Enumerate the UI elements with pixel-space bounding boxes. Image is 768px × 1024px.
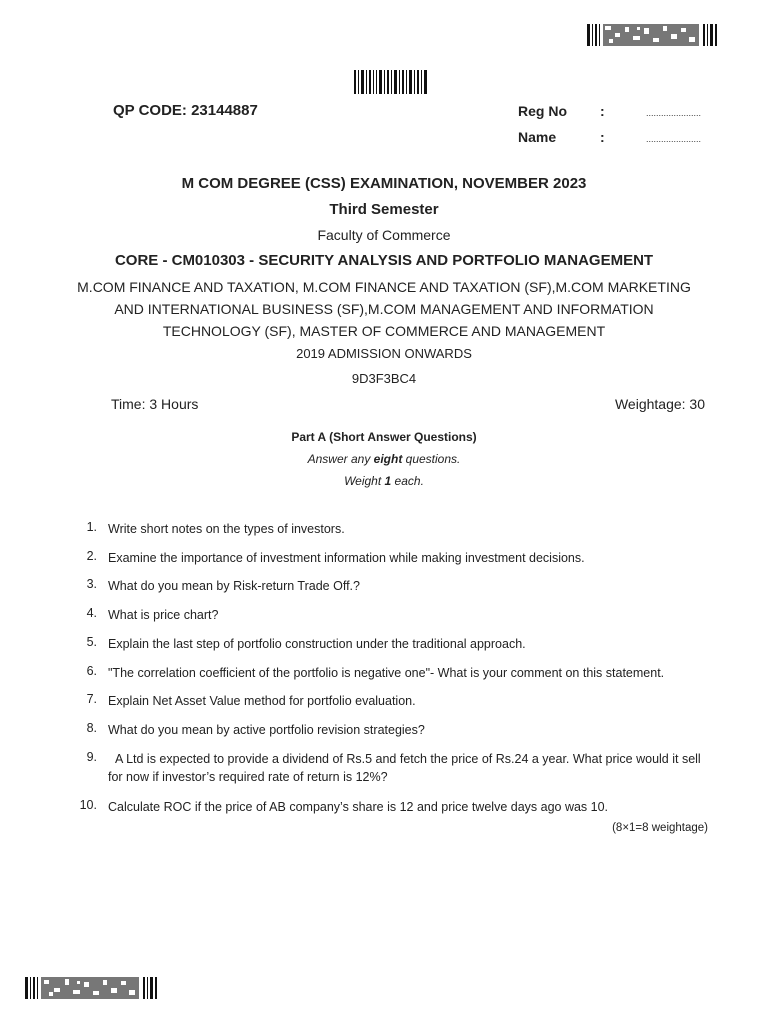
question-number: 5.: [86, 635, 97, 649]
faculty: Faculty of Commerce: [317, 227, 451, 243]
reg-no-label: Reg No: [518, 103, 567, 119]
semester: Third Semester: [329, 201, 439, 218]
reg-no-field[interactable]: ......................: [646, 108, 702, 118]
question-number: 4.: [86, 606, 97, 620]
question-number: 10.: [79, 798, 97, 812]
name-colon: :: [600, 129, 605, 145]
instruction-answer: [0, 452, 768, 466]
question-number: 1.: [86, 520, 97, 534]
marks-summary: (8×1=8 weightage): [612, 822, 708, 834]
admission: 2019 ADMISSION ONWARDS: [296, 346, 472, 361]
instruction-answer-post: questions.: [402, 452, 461, 466]
name-label: Name: [518, 129, 557, 145]
question-number: 9.: [86, 750, 97, 764]
part-a-title: Part A (Short Answer Questions): [291, 430, 477, 444]
question-text: What do you mean by Risk-return Trade Off.?: [108, 579, 360, 593]
instruction-answer-count: eight: [373, 452, 403, 466]
question-text: Examine the importance of investment information while making investment decisions.: [108, 551, 585, 565]
instruction-weight-pre: Weight: [344, 474, 385, 488]
name-field[interactable]: ......................: [646, 134, 702, 144]
question-text: What do you mean by active portfolio revision strategies?: [108, 723, 425, 737]
question-number: 2.: [86, 549, 97, 563]
paper-code: 9D3F3BC4: [351, 371, 417, 386]
weightage: Weightage: 30: [614, 396, 705, 412]
instruction-answer-pre: Answer any: [307, 452, 374, 466]
course-title: CORE - CM010303 - SECURITY ANALYSIS AND PORTFOLIO MANAGEMENT: [114, 252, 654, 269]
instruction-weight-post: each.: [391, 474, 424, 488]
reg-no-colon: :: [600, 103, 605, 119]
question-text: A Ltd is expected to provide a dividend of Rs.5 and fetch the price of Rs.24 a year. What price would it sell for now if investor’s required rate of return is 12%?: [108, 752, 705, 784]
question-text: "The correlation coefficient of the portfolio is negative one"- What is your comment on this statement.: [108, 666, 665, 680]
qp-code: QP CODE: 23144887: [113, 102, 258, 119]
question-text: Explain the last step of portfolio construction under the traditional approach.: [108, 637, 526, 651]
question-text: Calculate ROC if the price of AB company’s share is 12 and price twelve days ago was 10.: [108, 800, 609, 814]
question-text: Explain Net Asset Value method for portfolio evaluation.: [108, 694, 416, 708]
barcode-top-right: [587, 24, 717, 46]
programs: M.COM FINANCE AND TAXATION, M.COM FINANCE AND TAXATION (SF),M.COM MARKETING AND INTERNATIONAL BUSINESS (SF),M.COM MANAGEMENT AND INFORMATION TECHNOLOGY (SF), MASTER OF COMMERCE AND MANAGEMENT: [77, 279, 691, 339]
instruction-weight-value: 1: [384, 474, 392, 488]
question-number: 8.: [86, 721, 97, 735]
barcode-bottom-left: [25, 977, 157, 999]
exam-title: M COM DEGREE (CSS) EXAMINATION, NOVEMBER 2023: [181, 175, 587, 192]
barcode-top-center: [354, 70, 429, 94]
question-number: 7.: [86, 692, 97, 706]
instruction-weight: [0, 474, 768, 488]
time: Time: 3 Hours: [111, 396, 199, 412]
question-text: What is price chart?: [108, 608, 219, 622]
question-number: 6.: [86, 664, 97, 678]
question-text: Write short notes on the types of investors.: [108, 522, 345, 536]
question-number: 3.: [86, 577, 97, 591]
